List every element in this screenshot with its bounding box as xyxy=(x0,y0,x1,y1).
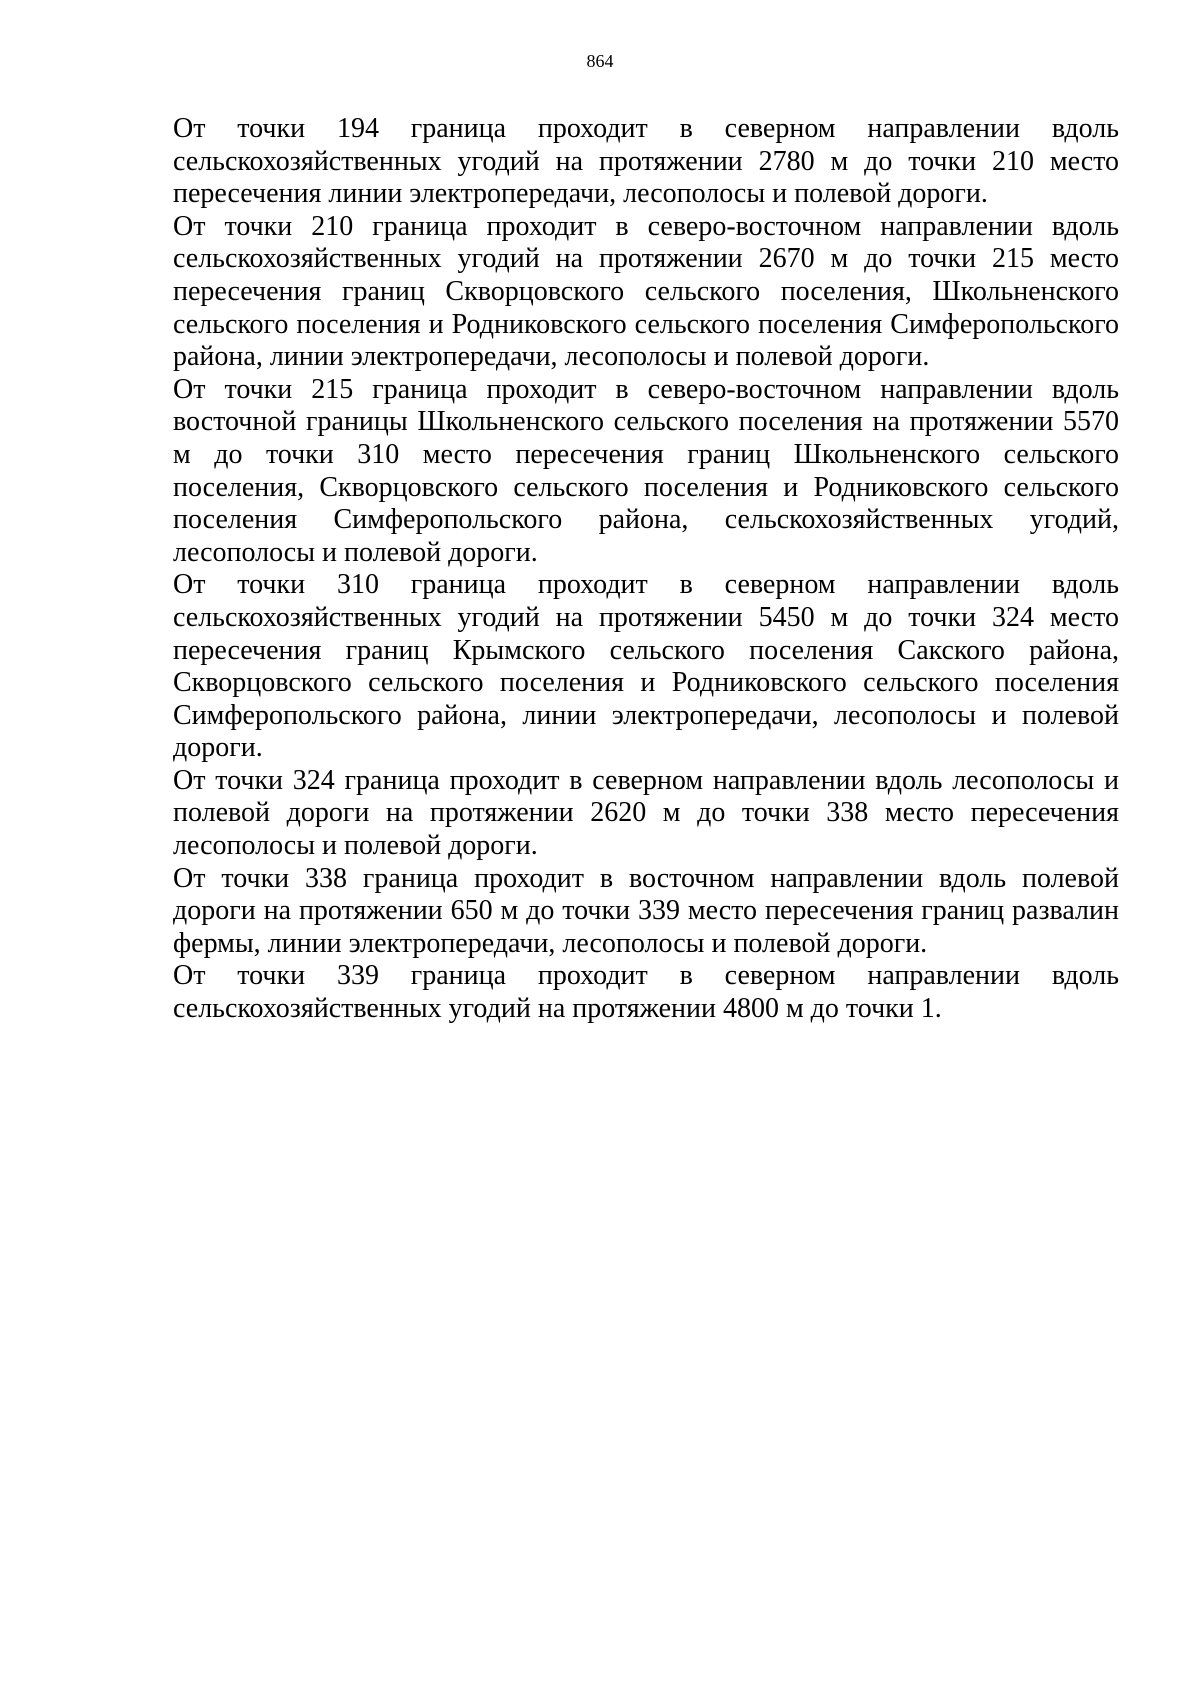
paragraph-1: От точки 194 граница проходит в северном направлении вдоль сельскохозяйственных угодий на протяжении 2780 м до точки 210 место пересечения линии электропередачи, лесополосы и полевой дороги. xyxy=(173,113,1119,210)
paragraph-2: От точки 210 граница проходит в северо-восточном направлении вдоль сельскохозяйственных угодий на протяжении 2670 м до точки 215 место пересечения границ Скворцовского сельского поселения, Школьненского сельского поселения и Родниковского сельского поселения Симферопольского района, линии электропередачи, лесополосы и полевой дороги. xyxy=(173,210,1119,373)
paragraph-3: От точки 215 граница проходит в северо-восточном направлении вдоль восточной границы Школьненского сельского поселения на протяжении 5570 м до точки 310 место пересечения границ Школьненского сельского поселения, Скворцовского сельского поселения и Родниковского сельского поселения Симферопольского района, сельскохозяйственных угодий, лесополосы и полевой дороги. xyxy=(173,373,1119,568)
document-body xyxy=(173,113,1119,1026)
paragraph-6: От точки 338 граница проходит в восточном направлении вдоль полевой дороги на протяжении 650 м до точки 339 место пересечения границ развалин фермы, линии электропередачи, лесополосы и полевой дороги. xyxy=(173,862,1119,959)
page-number: 864 xyxy=(586,51,614,71)
paragraph-7: От точки 339 граница проходит в северном направлении вдоль сельскохозяйственных угодий на протяжении 4800 м до точки 1. xyxy=(173,960,1119,1025)
paragraph-4: От точки 310 граница проходит в северном направлении вдоль сельскохозяйственных угодий на протяжении 5450 м до точки 324 место пересечения границ Крымского сельского поселения Сакского района, Скворцовского сельского поселения и Родниковского сельского поселения Симферопольского района, линии электропередачи, лесополосы и полевой дороги. xyxy=(173,569,1119,764)
paragraph-5: От точки 324 граница проходит в северном направлении вдоль лесополосы и полевой дороги на протяжении 2620 м до точки 338 место пересечения лесополосы и полевой дороги. xyxy=(173,764,1119,862)
